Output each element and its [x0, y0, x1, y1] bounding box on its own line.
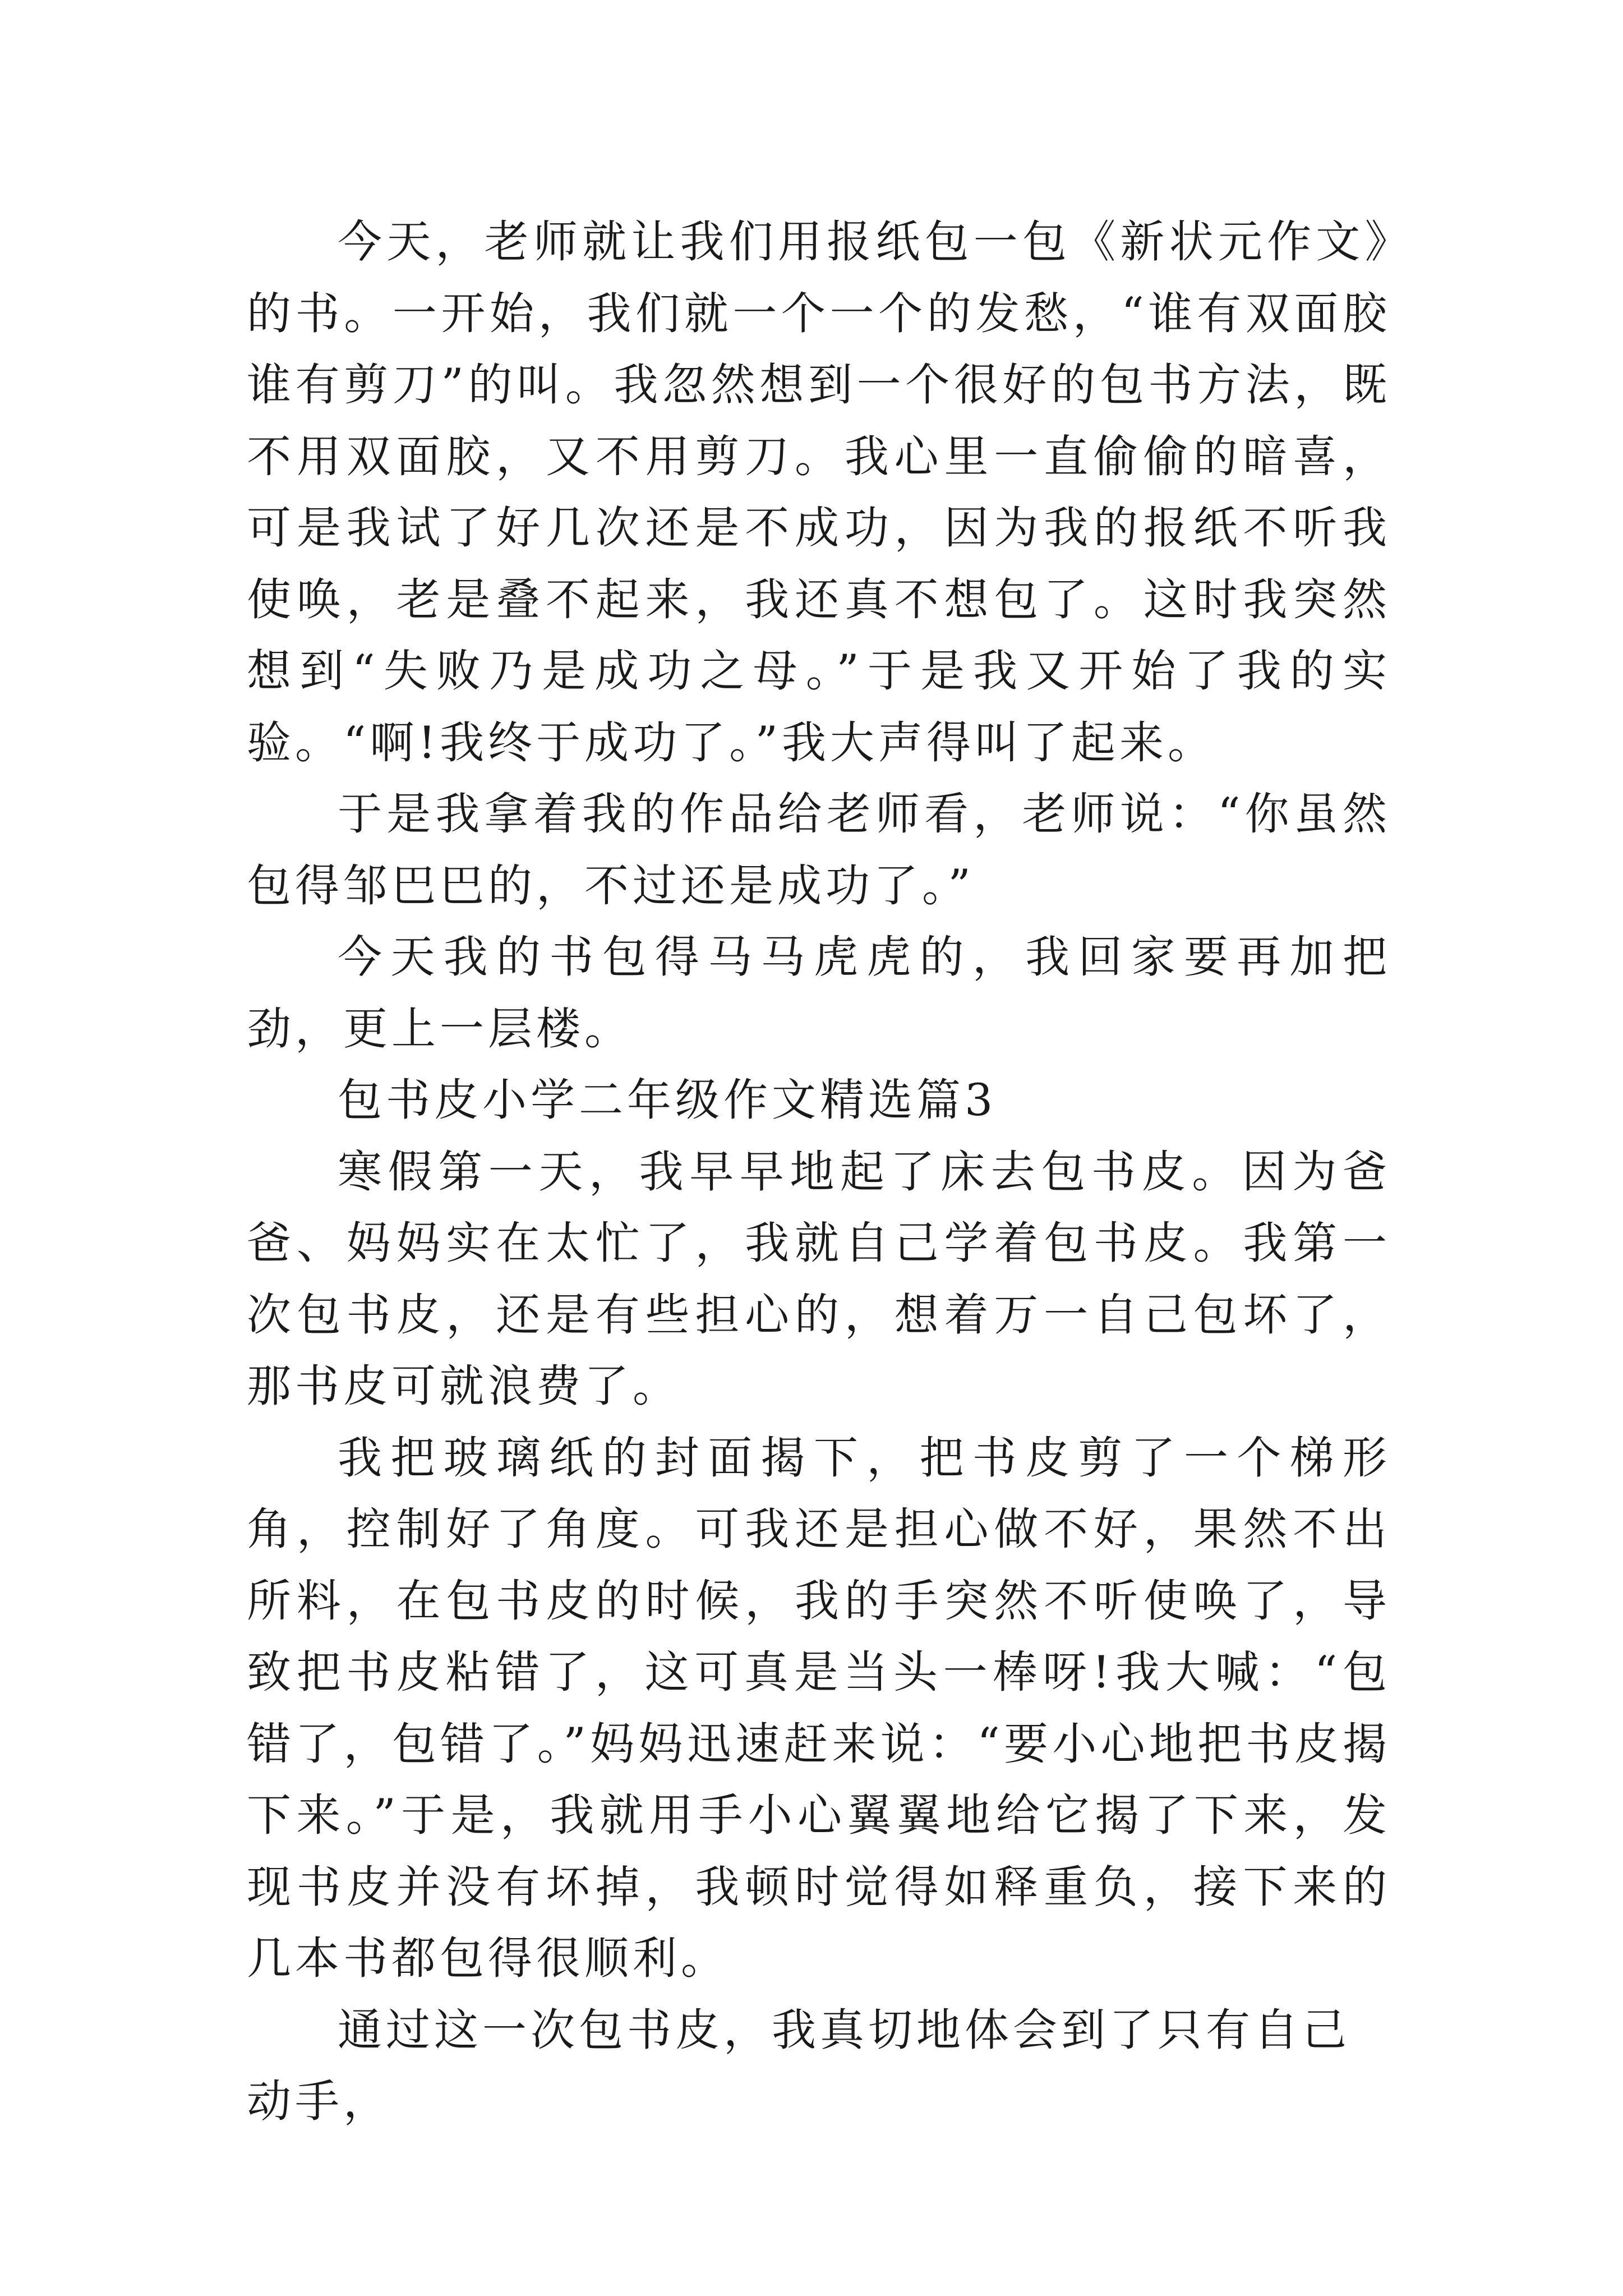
- paragraph-2: 于是我拿着我的作品给老师看，老师说：“你虽然包得邹巴巴的，不过还是成功了。”: [247, 788, 1391, 912]
- paragraph-4: 寒假第一天，我早早地起了床去包书皮。因为爸爸、妈妈实在太忙了，我就自己学着包书皮。我第一次包书皮，还是有些担心的，想着万一自己包坏了，那书皮可就浪费了。: [247, 1145, 1391, 1412]
- paragraph-3: 今天我的书包得马马虎虎的，我回家要再加把劲，更上一层楼。: [247, 931, 1391, 1055]
- section-heading: 包书皮小学二年级作文精选篇3: [338, 1074, 997, 1126]
- paragraph-1: 今天，老师就让我们用报纸包一包《新状元作文》的书。一开始，我们就一个一个的发愁，“谁有双面胶谁有剪刀”的叫。我忽然想到一个很好的包书方法，既不用双面胶，又不用剪刀。我心里一直偷偷的暗喜，可是我试了好几次还是不成功，因为我的报纸不听我使唤，老是叠不起来，我还真不想包了。这时我突然想到“失败乃是成功之母。”于是我又开始了我的实验。“啊!我终于成功了。”我大声得叫了起来。: [247, 216, 1391, 769]
- paragraph-5: 我把玻璃纸的封面揭下，把书皮剪了一个梯形角，控制好了角度。可我还是担心做不好，果然不出所料，在包书皮的时候，我的手突然不听使唤了，导致把书皮粘错了，这可真是当头一棒呀!我大喊：“包错了，包错了。”妈妈迅速赶来说：“要小心地把书皮揭下来。”于是，我就用手小心翼翼地给它揭了下来，发现书皮并没有坏掉，我顿时觉得如释重负，接下来的几本书都包得很顺利。: [247, 1432, 1391, 1984]
- essay-body: [247, 206, 1391, 2138]
- paragraph-6: 通过这一次包书皮，我真切地体会到了只有自己动手，: [247, 2004, 1350, 2127]
